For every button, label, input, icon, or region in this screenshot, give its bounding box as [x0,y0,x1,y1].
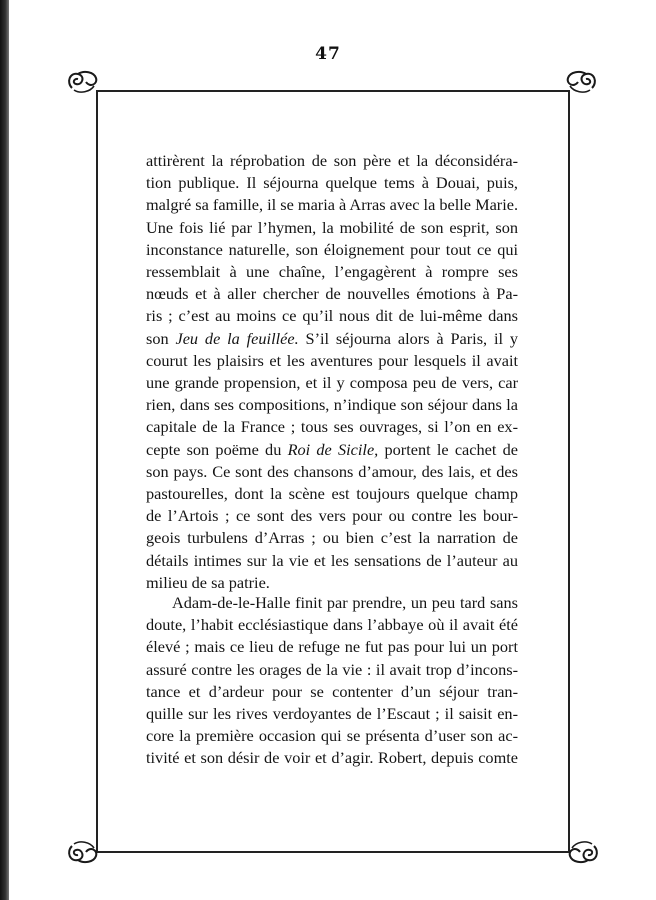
text-line: ris ; c’est au moins ce qu’il nous dit de lui-même dans [146,306,518,326]
text-line: courut les plaisirs et les aventures pour lesquels il avait [146,350,518,370]
corner-ornament-icon [64,838,100,866]
text-line: inconstance naturelle, son éloignement pour tout ce qui [146,239,518,259]
frame-top-rule [96,90,570,92]
text-line: pastourelles, dont la scène est toujours quelque champ [146,484,518,504]
text-line: son pays. Ce sont des chansons d’amour, des lais, et des [146,461,518,481]
corner-ornament-icon [64,68,100,96]
text-line: élevé ; mais ce lieu de refuge ne fut pas pour lui un port [146,637,518,657]
frame-left-rule [96,90,98,853]
text-line: nœuds et à aller chercher de nouvelles émotions à Pa- [146,284,518,304]
corner-ornament-icon [566,838,602,866]
text-line: une grande propension, et il y composa peu de vers, car [146,373,518,393]
paragraph-1 [146,150,518,594]
line-segment: son [146,328,176,348]
text-line: tance et d’ardeur pour se contenter d’un séjour tran- [146,681,518,701]
text-line: core la première occasion qui se présenta d’user son ac- [146,726,518,746]
text-line: doute, l’habit ecclésiastique dans l’abbaye où il avait été [146,615,518,635]
text-line [146,328,518,350]
text-line: Adam-de-le-Halle finit par prendre, un peu tard sans [172,593,518,612]
text-line: geois turbulens d’Arras ; ou bien c’est la narration de [146,528,518,548]
text-line: attirèrent la réprobation de son père et la déconsidéra- [146,151,518,170]
frame-right-rule [568,90,570,853]
work-title-roi-de-sicile: Roi de Sicile, [287,439,379,459]
text-line: tivité et son désir de voir et d’agir. Robert, depuis comte [146,748,518,768]
book-binding-edge [0,0,9,900]
text-line [146,439,518,461]
text-line: Une fois lié par l’hymen, la mobilité de son esprit, son [146,217,518,237]
text-line: quille sur les rives verdoyantes de l’Escaut ; il saisit en- [146,704,518,724]
corner-ornament-icon [564,68,600,96]
text-line: capitale de la France ; tous ses ouvrages, si l’on en ex- [146,417,518,437]
text-line: détails intimes sur la vie et les sensations de l’auteur au [146,550,518,570]
text-line: de l’Artois ; ce sont des vers pour ou contre les bour- [146,506,518,526]
work-title-jeu-de-la-feuillee: Jeu de la feuillée. [175,328,299,348]
page-number: 47 [315,44,341,64]
text-line: tion publique. Il séjourna quelque tems à Douai, puis, [146,173,518,193]
line-segment: portent le cachet de [378,439,519,459]
frame-bottom-rule [96,851,570,853]
text-line: malgré sa famille, il se maria à Arras avec la belle Marie. [146,195,519,215]
text-line: assuré contre les orages de la vie : il avait trop d’incons- [146,659,518,679]
paragraph-2 [146,592,518,770]
text-line: milieu de sa patrie. [146,572,270,592]
line-segment: S’il séjourna alors à Paris, il y [298,328,518,348]
line-segment: cepte son poëme du [146,439,288,459]
text-line: ressemblait à une chaîne, l’engagèrent à rompre ses [146,262,518,282]
text-line: rien, dans ses compositions, n’indique son séjour dans la [146,395,518,415]
